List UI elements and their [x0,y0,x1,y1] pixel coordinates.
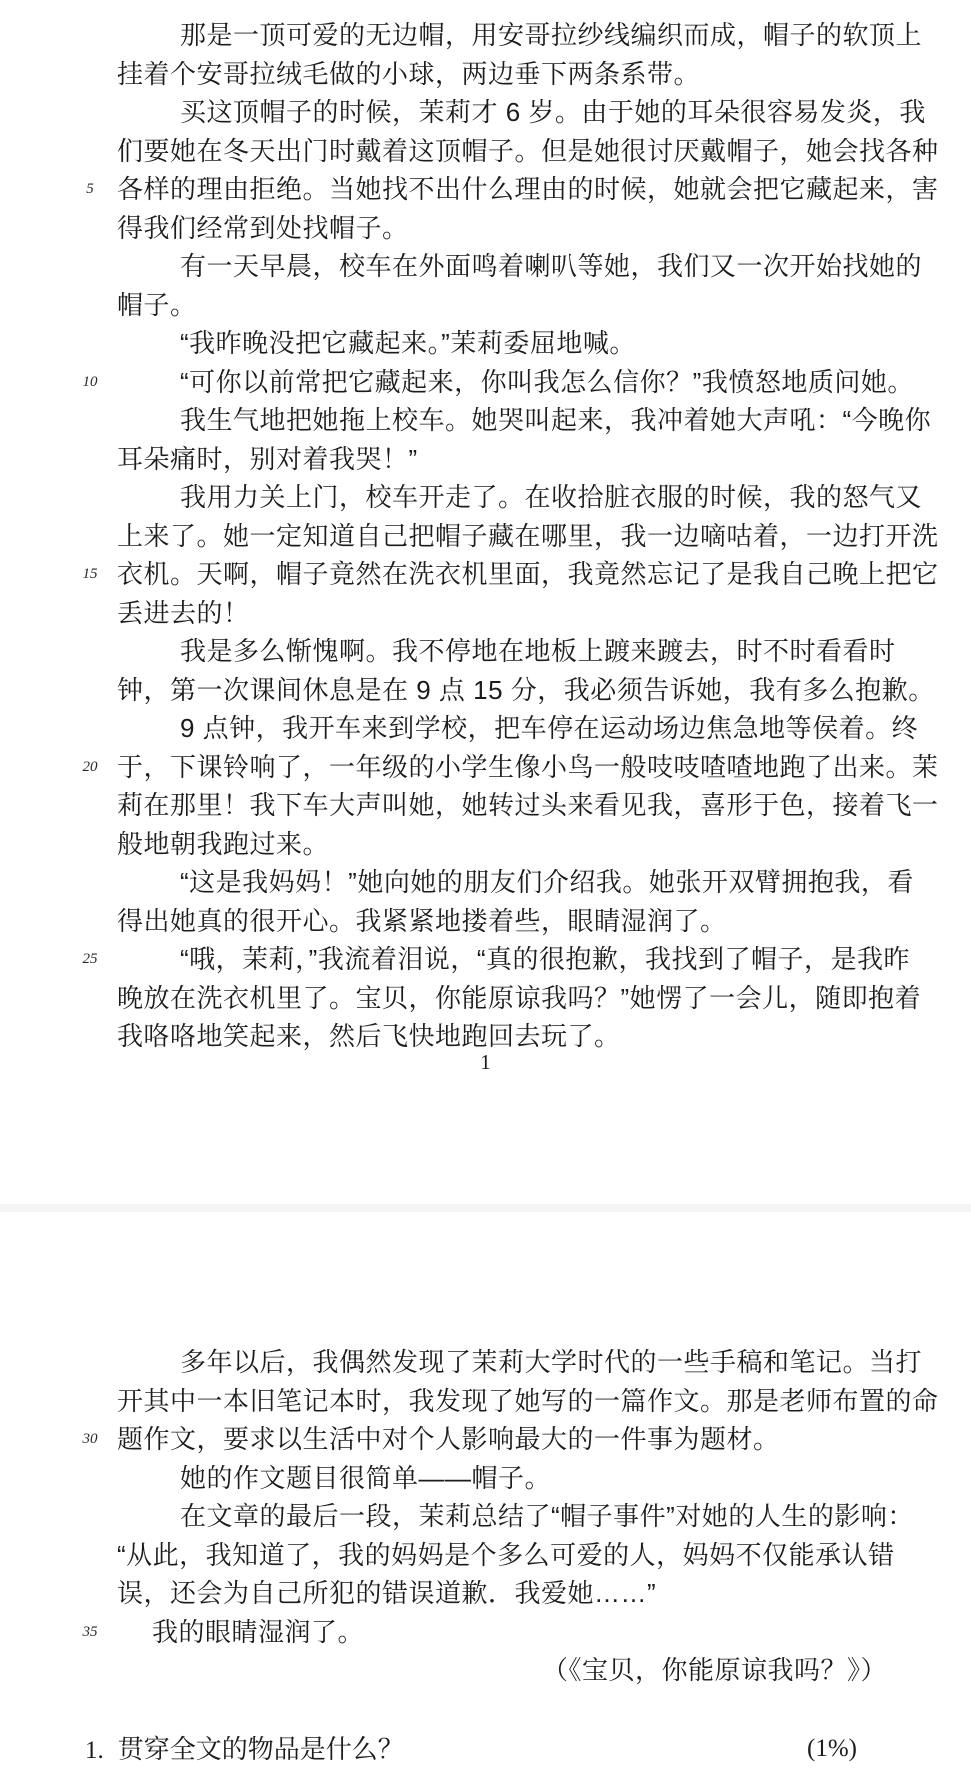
margin-line-number: 25 [82,951,98,967]
text-line [117,1574,887,1613]
text-line [82,1420,887,1459]
text-line [117,478,923,517]
text-line [117,286,887,325]
text-line [117,247,923,286]
text-line [117,1382,939,1421]
text-line [82,940,910,979]
line-text: “我昨晚没把它藏起来。”茉莉委屈地喊。 [180,328,636,358]
text-line [117,132,939,171]
page-1-text-column [82,16,939,1056]
line-text: 上来了。她一定知道自己把帽子藏在哪里，我一边嘀咕着，一边打开洗 [117,520,939,551]
source-attribution: （《宝贝，你能原谅我吗？》） [541,1655,887,1685]
text-line [117,440,887,479]
line-text: “从此，我知道了，我的妈妈是个多么可爱的人，妈妈不仅能承认错 [117,1539,895,1570]
text-line [117,93,926,132]
text-line [117,209,887,248]
page-2-lines [82,1343,939,1651]
margin-line-number: 20 [82,758,98,775]
line-text: 我是多么惭愧啊。我不停地在地板上踱来踱去，时不时看看时 [180,636,896,666]
text-line [117,671,935,710]
text-line [117,825,887,864]
line-text: 开其中一本旧笔记本时，我发现了她写的一篇作文。那是老师布置的命 [117,1385,939,1416]
line-text: 衣机。天啊，帽子竟然在洗衣机里面，我竟然忘记了是我自己晚上把它 [117,559,939,589]
line-text: 误，还会为自己所犯的错误道歉．我爱她……” [117,1578,657,1608]
line-text: 般地朝我跑过来。 [117,828,330,859]
margin-line-number: 10 [82,373,98,390]
text-line [117,786,939,825]
margin-line-number: 30 [82,1431,98,1447]
line-text: 多年以后，我偶然发现了茉莉大学时代的一些手稿和笔记。当打 [180,1347,923,1377]
line-text: 9 点钟，我开车来到学校，把车停在运动场边焦急地等侯着。终 [180,713,919,743]
text-line [82,555,939,594]
line-text: “可你以前常把它藏起来，你叫我怎么信你？”我愤怒地质问她。 [180,366,914,397]
page-break-separator [0,1204,971,1212]
text-line [117,1343,923,1382]
line-text: 我的眼睛湿润了。 [152,1616,365,1647]
line-text: 我生气地把她拖上校车。她哭叫起来，我冲着她大声吼：“今晚你 [180,405,932,435]
text-line [117,16,923,55]
question-number: 1. [85,1737,104,1764]
page-2-text-column [82,1343,939,1690]
text-line [117,1459,887,1498]
text-line [117,709,919,748]
line-text: 我用力关上门，校车开走了。在收拾脏衣服的时候，我的怒气又 [180,482,923,512]
line-text: 题作文，要求以生活中对个人影响最大的一件事为题材。 [117,1424,780,1454]
line-text: 有一天早晨，校车在外面鸣着喇叭等她，我们又一次开始找她的 [180,251,923,281]
text-line [117,902,887,941]
line-text: 丢进去的！ [117,597,250,628]
text-line [117,632,896,671]
question-text: 贯穿全文的物品是什么？ [117,1734,404,1764]
text-line [117,1536,895,1575]
page-number: 1 [480,1050,491,1074]
line-text: 她的作文题目很简单——帽子。 [180,1462,552,1493]
margin-line-number: 35 [82,1623,98,1640]
text-line [82,748,939,787]
line-text: 那是一顶可爱的无边帽，用安哥拉纱线编织而成，帽子的软顶上 [180,20,923,50]
margin-line-number: 5 [86,181,94,197]
text-line [117,55,887,94]
line-text: “这是我妈妈！”她向她的朋友们介绍我。她张开双臂拥抱我，看 [180,867,914,897]
line-text: 挂着个安哥拉绒毛做的小球，两边垂下两条系带。 [117,58,701,89]
line-text: 我咯咯地笑起来，然后飞快地跑回去玩了。 [117,1021,621,1051]
question-row [85,1730,887,1768]
line-text: 耳朵痛时，别对着我哭！” [117,443,418,474]
question-score: (1%) [807,1735,857,1762]
line-text: 于，下课铃响了，一年级的小学生像小鸟一般吱吱喳喳地跑了出来。茉 [117,751,939,782]
line-text: 得出她真的很开心。我紧紧地搂着些，眼睛湿润了。 [117,905,727,936]
line-text: 们要她在冬天出门时戴着这顶帽子。但是她很讨厌戴帽子，她会找各种 [117,135,939,166]
line-text: 钟，第一次课间休息是在 9 点 15 分，我必须告诉她，我有多么抱歉。 [117,674,935,705]
text-line [117,324,887,363]
line-text: “哦，茉莉，”我流着泪说，“真的很抱歉，我找到了帽子，是我昨 [180,944,910,974]
line-text: 晚放在洗衣机里了。宝贝，你能原谅我吗？”她愣了一会儿，随即抱着 [117,982,922,1013]
text-line [117,1497,914,1536]
text-line [117,401,932,440]
text-line [82,363,914,402]
text-line [117,594,887,633]
line-text: 买这顶帽子的时候，茉莉才 6 岁。由于她的耳朵很容易发炎，我 [180,97,926,127]
line-text: 帽子。 [117,289,197,320]
page-2 [0,1212,971,1765]
text-line [86,170,939,209]
text-line [117,863,914,902]
margin-line-number: 15 [82,566,98,582]
text-line [117,517,939,556]
text-line [117,979,922,1018]
line-text: 在文章的最后一段，茉莉总结了“帽子事件”对她的人生的影响： [180,1501,914,1531]
line-text: 莉在那里！我下车大声叫她，她转过头来看见我，喜形于色，接着飞一 [117,790,939,820]
line-text: 各样的理由拒绝。当她找不出什么理由的时候，她就会把它藏起来，害 [117,174,939,204]
line-text: 得我们经常到处找帽子。 [117,212,409,243]
text-line [82,1613,887,1652]
